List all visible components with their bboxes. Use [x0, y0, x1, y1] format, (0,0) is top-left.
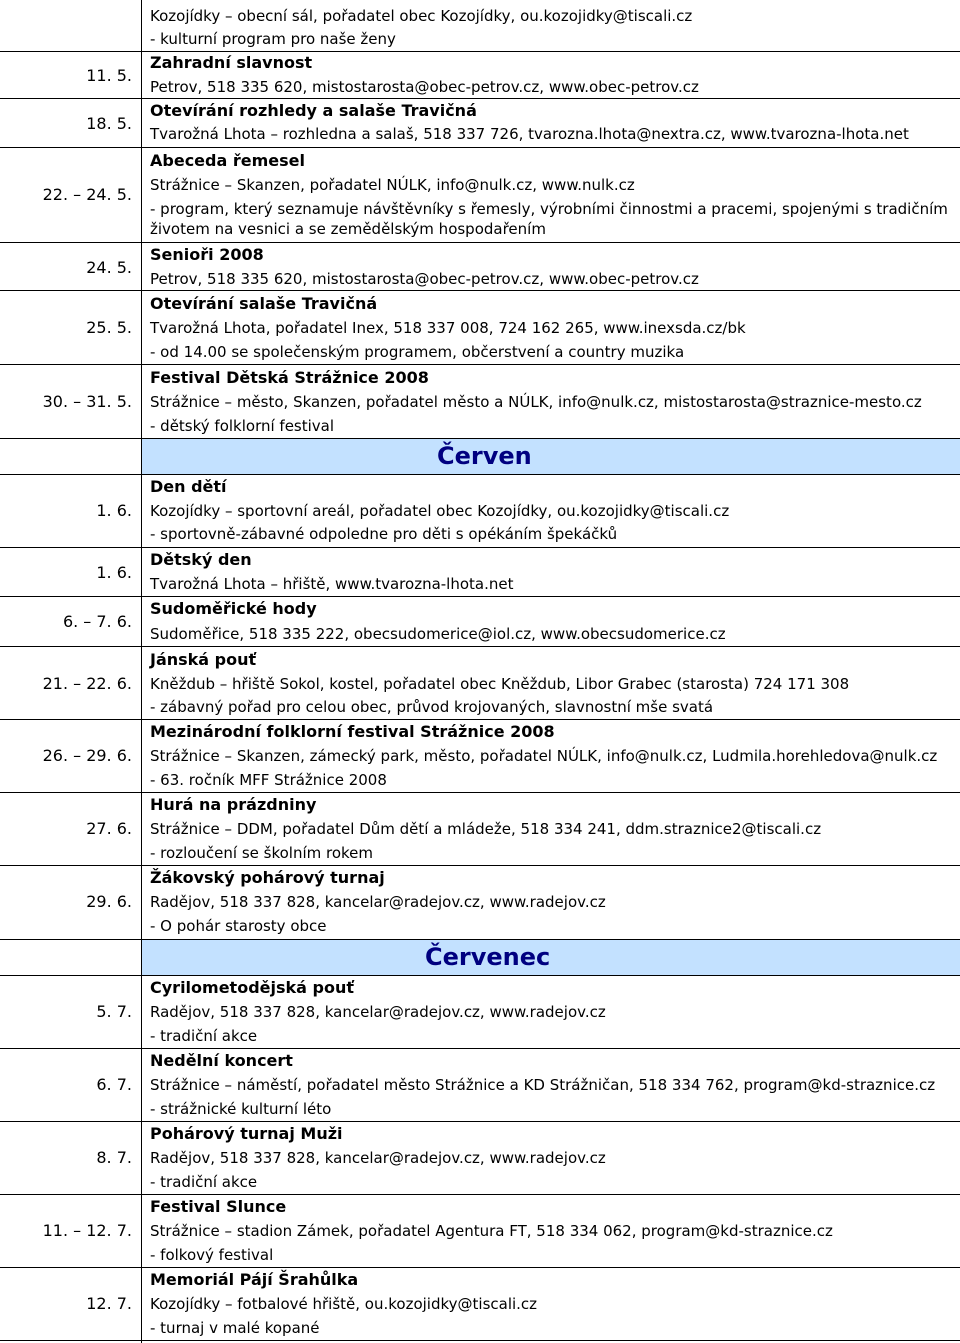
event-date: 8. 7.: [96, 1148, 132, 1167]
event-date: 24. 5.: [86, 258, 132, 277]
column-divider: [141, 0, 142, 1343]
row-divider: [0, 1340, 960, 1341]
event-line: - program, který seznamuje návštěvníky s řemesly, výrobními činnostmi a pracemi, spojenými s tradičním: [150, 200, 948, 218]
event-title: Otevírání salaše Travičná: [150, 294, 378, 313]
event-line: Strážnice – Skanzen, zámecký park, město, pořadatel NÚLK, info@nulk.cz, Ludmila.horehledova@nulk.cz: [150, 747, 938, 765]
event-line: Tvarožná Lhota – hřiště, www.tvarozna-lhota.net: [150, 575, 514, 593]
event-line: - sportovně-zábavné odpoledne pro děti s opékáním špekáčků: [150, 525, 618, 543]
event-date: 11. 5.: [86, 66, 132, 85]
event-date: 6. – 7. 6.: [62, 612, 132, 631]
event-line: - tradiční akce: [150, 1173, 258, 1191]
event-line: Petrov, 518 335 620, mistostarosta@obec-petrov.cz, www.obec-petrov.cz: [150, 78, 699, 96]
event-title: Hurá na prázdniny: [150, 795, 317, 814]
event-line: Strážnice – náměstí, pořadatel město Strážnice a KD Strážničan, 518 334 762, program@kd-straznice.cz: [150, 1076, 936, 1094]
event-line: životem na vesnici a se zemědělským hospodařením: [150, 220, 546, 238]
event-line: Kozojídky – sportovní areál, pořadatel obec Kozojídky, ou.kozojidky@tiscali.cz: [150, 502, 730, 520]
event-date: 30. – 31. 5.: [42, 392, 132, 411]
row-divider: [0, 51, 960, 52]
event-title: Festival Slunce: [150, 1197, 287, 1216]
event-title: Memoriál Pájí Šrahůlka: [150, 1270, 359, 1289]
row-divider: [0, 1194, 960, 1195]
month-heading: Červenec: [425, 943, 551, 971]
event-date: 6. 7.: [96, 1075, 132, 1094]
event-date: 26. – 29. 6.: [42, 746, 132, 765]
row-divider: [0, 596, 960, 597]
event-date: 22. – 24. 5.: [42, 185, 132, 204]
row-divider: [0, 975, 960, 976]
event-line: Kozojídky – fotbalové hřiště, ou.kozojidky@tiscali.cz: [150, 1295, 538, 1313]
event-line: Tvarožná Lhota, pořadatel Inex, 518 337 008, 724 162 265, www.inexsda.cz/bk: [150, 319, 746, 337]
event-line: Strážnice – stadion Zámek, pořadatel Agentura FT, 518 334 062, program@kd-straznice.cz: [150, 1222, 833, 1240]
row-divider: [0, 364, 960, 365]
row-divider: [0, 646, 960, 647]
event-line: - kulturní program pro naše ženy: [150, 30, 396, 48]
row-divider: [0, 290, 960, 291]
event-date: 12. 7.: [86, 1294, 132, 1313]
event-line: Kněždub – hřiště Sokol, kostel, pořadatel obec Kněždub, Libor Grabec (starosta) 724 171 308: [150, 675, 850, 693]
row-divider: [0, 1267, 960, 1268]
event-title: Otevírání rozhledy a salaše Travičná: [150, 101, 477, 120]
event-line: - folkový festival: [150, 1246, 274, 1264]
event-title: Abeceda řemesel: [150, 151, 305, 170]
event-line: Sudoměřice, 518 335 222, obecsudomerice@iol.cz, www.obecsudomerice.cz: [150, 625, 726, 643]
event-date: 1. 6.: [96, 501, 132, 520]
event-line: - 63. ročník MFF Strážnice 2008: [150, 771, 387, 789]
event-line: - O pohár starosty obce: [150, 917, 327, 935]
event-line: Kozojídky – obecní sál, pořadatel obec Kozojídky, ou.kozojidky@tiscali.cz: [150, 7, 693, 25]
event-title: Jánská pouť: [150, 650, 257, 669]
event-title: Senioři 2008: [150, 245, 264, 264]
event-date: 1. 6.: [96, 563, 132, 582]
row-divider: [0, 719, 960, 720]
event-line: Strážnice – město, Skanzen, pořadatel město a NÚLK, info@nulk.cz, mistostarosta@straznice-mesto.cz: [150, 393, 922, 411]
event-line: - dětský folklorní festival: [150, 417, 335, 435]
event-date: 25. 5.: [86, 318, 132, 337]
month-heading: Červen: [437, 442, 532, 470]
event-date: 27. 6.: [86, 819, 132, 838]
event-title: Mezinárodní folklorní festival Strážnice 2008: [150, 722, 555, 741]
event-date: 11. – 12. 7.: [42, 1221, 132, 1240]
event-title: Pohárový turnaj Muži: [150, 1124, 343, 1143]
event-line: Petrov, 518 335 620, mistostarosta@obec-petrov.cz, www.obec-petrov.cz: [150, 270, 699, 288]
event-title: Den dětí: [150, 477, 227, 496]
row-divider: [0, 792, 960, 793]
event-line: - tradiční akce: [150, 1027, 258, 1045]
event-line: - turnaj v malé kopané: [150, 1319, 320, 1337]
event-title: Nedělní koncert: [150, 1051, 293, 1070]
event-line: - od 14.00 se společenským programem, občerstvení a country muzika: [150, 343, 685, 361]
event-title: Cyrilometodějská pouť: [150, 978, 354, 997]
event-line: Strážnice – DDM, pořadatel Dům dětí a mládeže, 518 334 241, ddm.straznice2@tiscali.cz: [150, 820, 822, 838]
event-line: Tvarožná Lhota – rozhledna a salaš, 518 337 726, tvarozna.lhota@nextra.cz, www.tvarozna-lhota.net: [150, 125, 909, 143]
month-band-cerven: [142, 439, 960, 474]
event-line: - zábavný pořad pro celou obec, průvod krojovaných, slavnostní mše svatá: [150, 698, 714, 716]
event-line: Radějov, 518 337 828, kancelar@radejov.cz, www.radejov.cz: [150, 1003, 606, 1021]
event-line: Radějov, 518 337 828, kancelar@radejov.cz, www.radejov.cz: [150, 893, 606, 911]
row-divider: [0, 865, 960, 866]
event-title: Zahradní slavnost: [150, 53, 313, 72]
event-line: Strážnice – Skanzen, pořadatel NÚLK, info@nulk.cz, www.nulk.cz: [150, 176, 635, 194]
row-divider: [0, 547, 960, 548]
event-date: 21. – 22. 6.: [42, 674, 132, 693]
row-divider: [0, 474, 960, 475]
event-date: 18. 5.: [86, 114, 132, 133]
event-title: Sudoměřické hody: [150, 599, 317, 618]
event-line: - strážnické kulturní léto: [150, 1100, 332, 1118]
row-divider: [0, 242, 960, 243]
event-date: 5. 7.: [96, 1002, 132, 1021]
event-title: Festival Dětská Strážnice 2008: [150, 368, 429, 387]
event-title: Žákovský pohárový turnaj: [150, 868, 385, 887]
row-divider: [0, 1121, 960, 1122]
event-date: 29. 6.: [86, 892, 132, 911]
month-band-cervenec: [142, 940, 960, 975]
row-divider: [0, 147, 960, 148]
event-line: - rozloučení se školním rokem: [150, 844, 374, 862]
event-title: Dětský den: [150, 550, 252, 569]
row-divider: [0, 98, 960, 99]
row-divider: [0, 1048, 960, 1049]
event-line: Radějov, 518 337 828, kancelar@radejov.cz, www.radejov.cz: [150, 1149, 606, 1167]
